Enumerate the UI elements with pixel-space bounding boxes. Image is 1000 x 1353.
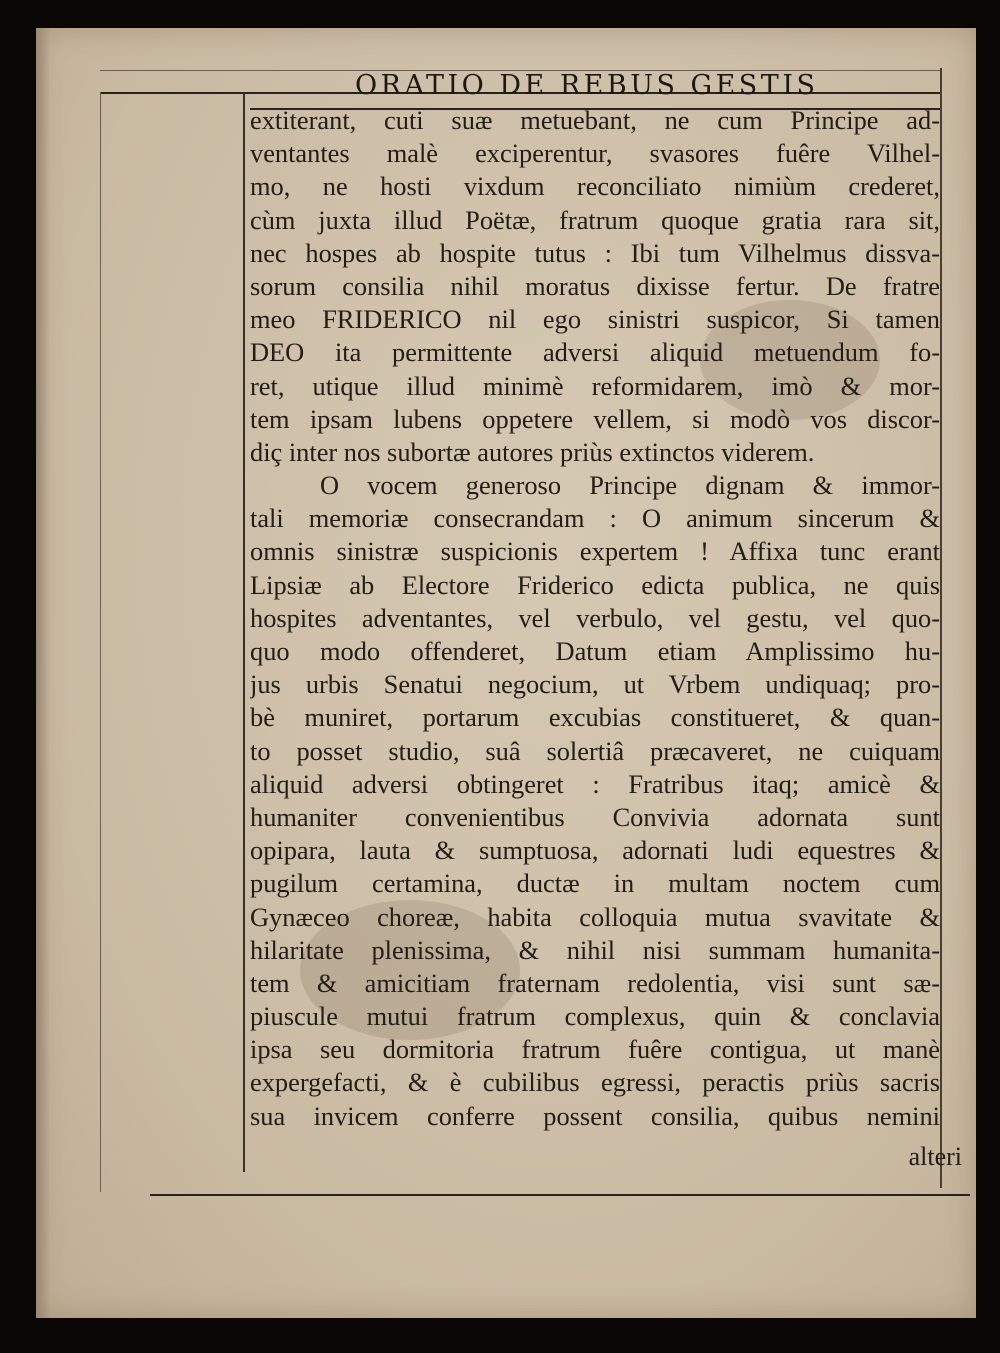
- text-line: sorum consilia nihil moratus dixisse fertur. De fratre: [250, 270, 940, 301]
- text-line: tem & amicitiam fraternam redolentia, visi sunt sæ-: [250, 967, 940, 998]
- body-text: [250, 104, 940, 1133]
- text-line: hospites adventantes, vel verbulo, vel gestu, vel quo-: [250, 602, 940, 633]
- text-line: ventantes malè exciperentur, svasores fuêre Vilhel-: [250, 138, 940, 169]
- text-line: omnis sinistræ suspicionis expertem ! Affixa tunc erant: [250, 536, 940, 567]
- text-line: ipsa seu dormitoria fratrum fuêre contigua, ut manè: [250, 1034, 940, 1065]
- binding-shadow: [36, 28, 50, 1318]
- catchword: alteri: [908, 1142, 962, 1171]
- text-line: quo modo offenderet, Datum etiam Amplissimo hu-: [250, 636, 940, 666]
- text-line: humaniter convenientibus Convivia adornata sunt: [250, 801, 940, 832]
- text-line: mo, ne hosti vixdum reconciliato nimiùm crederet,: [250, 171, 940, 202]
- text-line: Gynæceo choreæ, habita colloquia mutua svavitate &: [250, 901, 940, 932]
- text-line: ret, utique illud minimè reformidarem, imò & mor-: [250, 370, 940, 401]
- text-line: opipara, lauta & sumptuosa, adornati ludi equestres &: [250, 835, 940, 866]
- text-line: jus urbis Senatui negocium, ut Vrbem undiquaq; pro-: [250, 669, 940, 700]
- text-line: piuscule mutui fratrum complexus, quin & conclavia: [250, 1001, 940, 1032]
- text-line: Lipsiæ ab Electore Friderico edicta publica, ne quis: [250, 569, 940, 600]
- margin-rule-outer: [100, 92, 101, 1192]
- text-line: DEO ita permittente adversi aliquid metuendum fo-: [250, 337, 940, 368]
- running-head: ORATIO DE REBUS GESTIS: [355, 70, 819, 101]
- text-line: tem ipsam lubens oppetere vellem, si modò vos discor-: [250, 403, 940, 434]
- text-line: aliquid adversi obtingeret : Fratribus itaq; amicè &: [250, 768, 940, 799]
- text-line: meo FRIDERICO nil ego sinistri suspicor, Si tamen: [250, 304, 940, 335]
- text-line: nec hospes ab hospite tutus : Ibi tum Vilhelmus dissva-: [250, 237, 940, 268]
- text-line: expergefacti, & è cubilibus egressi, peractis priùs sacris: [250, 1067, 940, 1098]
- margin-rule-right: [940, 68, 942, 1188]
- text-line: pugilum certamina, ductæ in multam noctem cum: [250, 868, 940, 899]
- text-line: hilaritate plenissima, & nihil nisi summam humanita-: [250, 934, 940, 965]
- text-line: sua invicem conferre possent consilia, quibus nemini: [250, 1100, 940, 1131]
- text-line: cùm juxta illud Poëtæ, fratrum quoque gratia rara sit,: [250, 204, 940, 235]
- text-line: to posset studio, suâ solertiâ præcaveret, ne cuiquam: [250, 735, 940, 766]
- text-line: O vocem generoso Principe dignam & immor-: [320, 470, 940, 501]
- text-line: diç inter nos subortæ autores priùs extinctos viderem.: [250, 436, 815, 467]
- text-line: tali memoriæ consecrandam : O animum sincerum &: [250, 503, 940, 534]
- text-line: extiterant, cuti suæ metuebant, ne cum Principe ad-: [250, 105, 940, 135]
- footer-rule: [150, 1194, 970, 1196]
- margin-rule-left: [243, 92, 245, 1172]
- text-line: bè muniret, portarum excubias constitueret, & quan-: [250, 702, 940, 733]
